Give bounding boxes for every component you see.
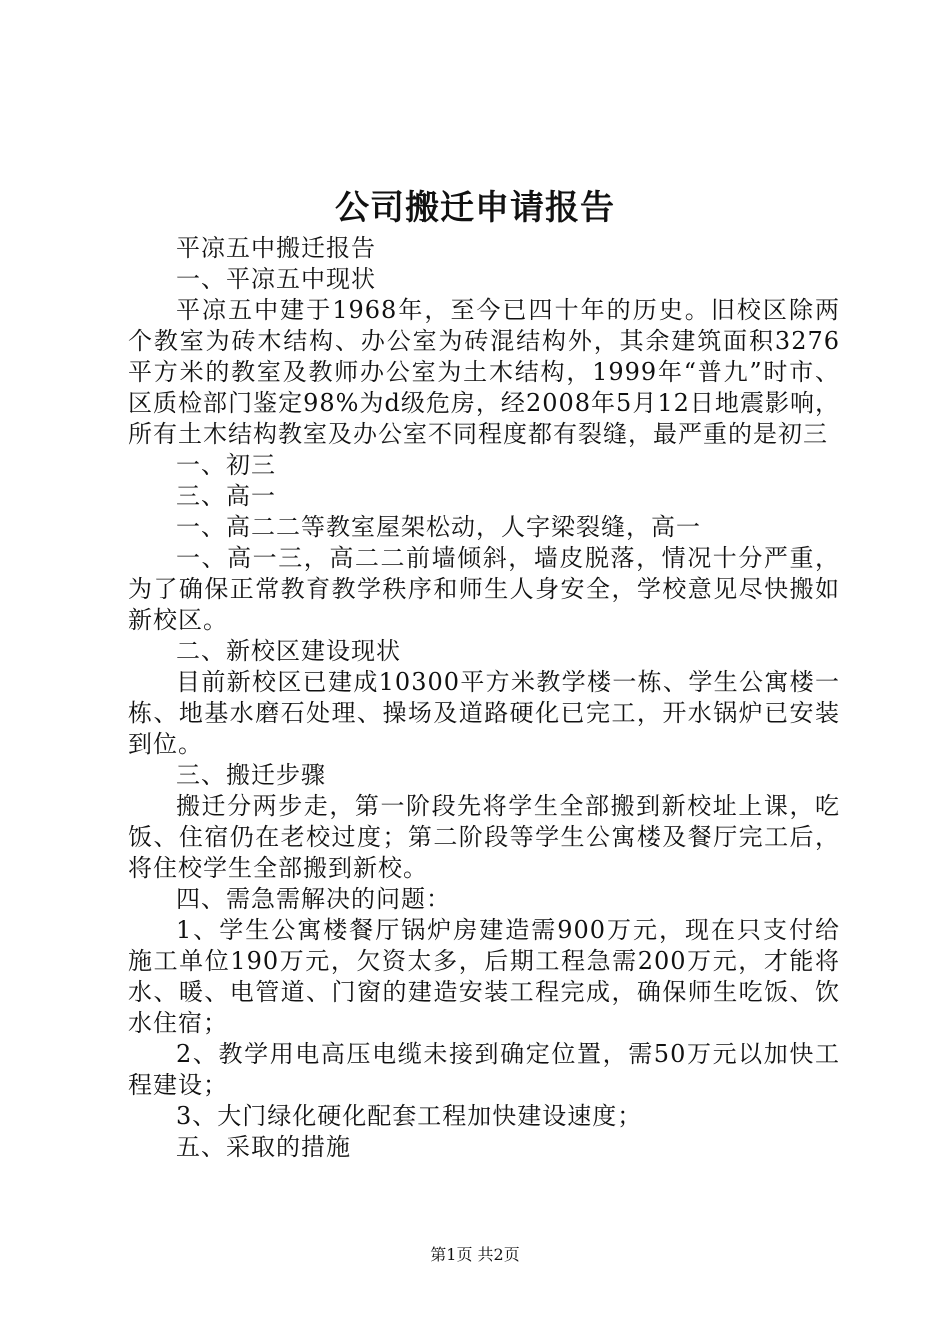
paragraph-issue-3: 3、大门绿化硬化配套工程加快建设速度； bbox=[176, 1102, 643, 1130]
section-heading-current-status: 一、平凉五中现状 bbox=[176, 265, 376, 293]
section-heading-relocation-steps: 三、搬迁步骤 bbox=[176, 761, 326, 789]
document-title: 公司搬迁申请报告 bbox=[335, 188, 615, 228]
paragraph-relocation-steps: 搬迁分两步走，第一阶段先将学生全部搬到新校址上课，吃饭、住宿仍在老校过度；第二阶段等学生公寓楼及餐厅完工后，将住校学生全部搬到新校。 bbox=[128, 792, 840, 882]
paragraph-roof-damage: 一、高二二等教室屋架松动，人字梁裂缝，高一 bbox=[176, 513, 701, 541]
list-item-grade-nine: 一、初三 bbox=[176, 451, 276, 479]
page-footer: 第1页 共2页 bbox=[430, 1245, 520, 1264]
section-heading-new-campus: 二、新校区建设现状 bbox=[176, 637, 401, 665]
paragraph-report-heading: 平凉五中搬迁报告 bbox=[176, 234, 376, 262]
paragraph-current-status: 平凉五中建于1968年，至今已四十年的历史。旧校区除两个教室为砖木结构、办公室为砖混结构外，其余建筑面积3276平方米的教室及教师办公室为土木结构，1999年“普九”时市、区质检部门鉴定98%为d级危房，经2008年5月12日地震影响，所有土木结构教室及办公室不同程度都有裂缝，最严重的是初三 bbox=[128, 296, 840, 448]
section-heading-measures: 五、采取的措施 bbox=[176, 1133, 351, 1161]
list-item-senior-one: 三、高一 bbox=[176, 482, 276, 510]
paragraph-new-campus: 目前新校区已建成10300平方米教学楼一栋、学生公寓楼一栋、地基水磨石处理、操场及道路硬化已完工，开水锅炉已安装到位。 bbox=[128, 668, 840, 758]
section-heading-urgent-issues: 四、需急需解决的问题： bbox=[176, 885, 451, 913]
paragraph-issue-1: 1、学生公寓楼餐厅锅炉房建造需900万元，现在只支付给施工单位190万元，欠资太多，后期工程急需200万元，才能将水、暖、电管道、门窗的建造安装工程完成，确保师生吃饭、饮水住宿； bbox=[128, 916, 840, 1037]
document-body bbox=[128, 233, 840, 1163]
paragraph-issue-2: 2、教学用电高压电缆未接到确定位置，需50万元以加快工程建设； bbox=[128, 1040, 840, 1099]
paragraph-wall-damage: 一、高一三，高二二前墙倾斜，墙皮脱落，情况十分严重，为了确保正常教育教学秩序和师生人身安全，学校意见尽快搬如新校区。 bbox=[128, 544, 840, 634]
